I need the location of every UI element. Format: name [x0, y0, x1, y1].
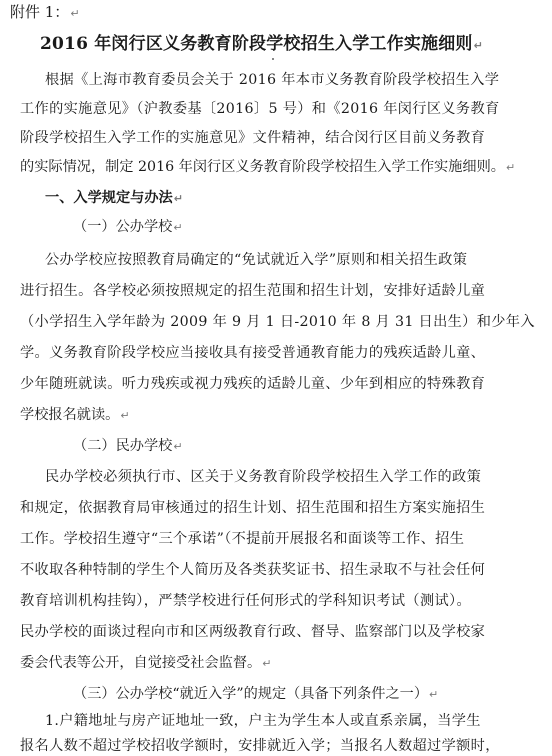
body-line: 民办学校的面谈过程向市和区两级教育行政、督导、监察部门以及学校家	[20, 624, 486, 640]
body-line: 公办学校应按照教育局确定的“免试就近入学”原则和相关招生政策	[45, 252, 468, 268]
paragraph-mark-icon: ↵	[173, 440, 183, 453]
body-line: 和规定，依据教育局审核通过的招生计划、招生范围和招生方案实施招生	[20, 500, 486, 516]
section-heading: 一、入学规定与办法↵	[45, 190, 183, 206]
intro-line: 阶段学校招生入学工作的实施意见》文件精神，结合闵行区目前义务教育	[20, 130, 486, 146]
body-line: 少年随班就读。听力残疾或视力残疾的适龄儿童、少年到相应的特殊教育	[20, 376, 486, 392]
body-line: 报名人数不超过学校招收学额时，安排就近入学；当报名人数超过学额时，	[20, 738, 500, 754]
body-line: 不收取各种特制的学生个人简历及各类获奖证书、招生录取不与社会任何	[20, 562, 486, 578]
body-line: 工作。学校招生遵守“三个承诺”（不提前开展报名和面谈等工作、招生	[20, 531, 465, 547]
subsection-heading: （二）民办学校↵	[73, 438, 183, 454]
intro-line: 根据《上海市教育委员会关于 2016 年本市义务教育阶段学校招生入学	[45, 72, 500, 88]
paragraph-mark-icon: ↵	[70, 7, 80, 20]
subsection-heading: （一）公办学校↵	[73, 219, 183, 235]
paragraph-mark-icon: ↵	[505, 161, 516, 174]
paragraph-mark-icon: ↵	[173, 221, 183, 234]
document-title: 2016 年闵行区义务教育阶段学校招生入学工作实施细则↵	[40, 34, 484, 54]
paragraph-mark-icon: ↵	[429, 688, 439, 701]
attachment-label: 附件 1：↵	[10, 3, 80, 21]
body-line: 教育培训机构挂钩），严禁学校进行任何形式的学科知识考试（测试）。	[20, 593, 472, 609]
body-line: 学。义务教育阶段学校应当接收具有接受普通教育能力的残疾适龄儿童、	[20, 345, 486, 361]
body-line: 学校报名就读。↵	[20, 407, 130, 423]
paragraph-mark-icon: ↵	[262, 657, 272, 670]
body-line: 民办学校必须执行市、区关于义务教育阶段学校招生入学工作的政策	[45, 469, 482, 485]
body-line: 1.户籍地址与房产证地址一致，户主为学生本人或直系亲属，当学生	[45, 713, 481, 729]
paragraph-mark-icon: ↵	[473, 39, 484, 52]
blank-paragraph-dot	[272, 58, 274, 60]
body-line: 委会代表等公开，自觉接受社会监督。↵	[20, 655, 272, 671]
subsection-heading: （三）公办学校“就近入学”的规定（具备下列条件之一）↵	[73, 686, 439, 702]
intro-line: 的实际情况，制定 2016 年闵行区义务教育阶段学校招生入学工作实施细则。↵	[20, 159, 516, 175]
paragraph-mark-icon: ↵	[120, 409, 130, 422]
intro-line: 工作的实施意见》（沪教委基〔2016〕5 号）和《2016 年闵行区义务教育	[20, 101, 500, 117]
body-line: （小学招生入学年龄为 2009 年 9 月 1 日-2010 年 8 月 31 日出生）和少年入	[20, 314, 535, 330]
body-line: 进行招生。各学校必须按照规定的招生范围和招生计划，安排好适龄儿童	[20, 283, 486, 299]
paragraph-mark-icon: ↵	[173, 192, 183, 205]
